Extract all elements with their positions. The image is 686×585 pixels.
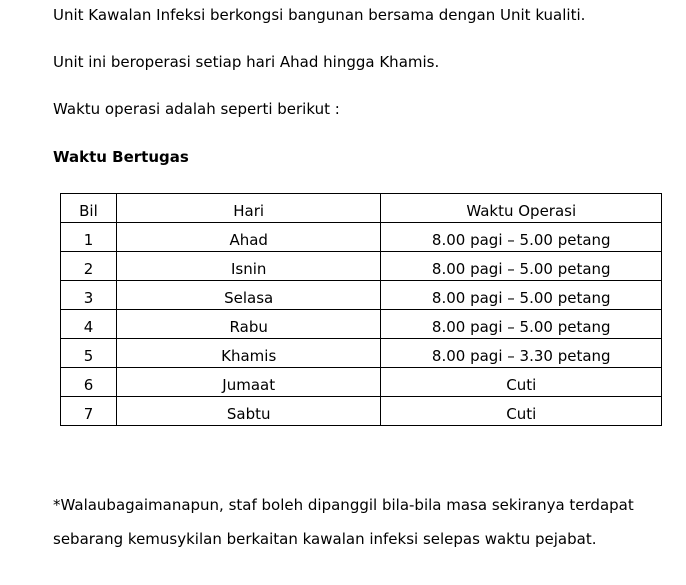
cell-waktu: 8.00 pagi – 5.00 petang: [381, 223, 662, 252]
cell-waktu: 8.00 pagi – 5.00 petang: [381, 252, 662, 281]
cell-hari: Khamis: [116, 339, 381, 368]
paragraph-operating-hours-intro: Waktu operasi adalah seperti berikut :: [53, 100, 340, 118]
note-line-2: sebarang kemusykilan berkaitan kawalan infeksi selepas waktu pejabat.: [53, 530, 597, 548]
cell-bil: 7: [61, 397, 117, 426]
table-row: [61, 310, 662, 339]
cell-bil: 4: [61, 310, 117, 339]
table-row: [61, 252, 662, 281]
paragraph-shared-building: Unit Kawalan Infeksi berkongsi bangunan bersama dengan Unit kualiti.: [53, 6, 586, 24]
note-line-1: *Walaubagaimanapun, staf boleh dipanggil bila-bila masa sekiranya terdapat: [53, 496, 634, 514]
table-header-row: [61, 194, 662, 223]
cell-hari: Ahad: [116, 223, 381, 252]
cell-bil: 3: [61, 281, 117, 310]
table-row: [61, 223, 662, 252]
column-header-waktu-operasi: Waktu Operasi: [381, 194, 662, 223]
table-row: [61, 281, 662, 310]
table-row: [61, 397, 662, 426]
column-header-hari: Hari: [116, 194, 381, 223]
cell-waktu: Cuti: [381, 397, 662, 426]
cell-waktu: 8.00 pagi – 5.00 petang: [381, 310, 662, 339]
paragraph-operating-days: Unit ini beroperasi setiap hari Ahad hingga Khamis.: [53, 53, 440, 71]
section-heading: Waktu Bertugas: [53, 148, 189, 166]
cell-hari: Jumaat: [116, 368, 381, 397]
cell-hari: Sabtu: [116, 397, 381, 426]
cell-bil: 2: [61, 252, 117, 281]
cell-bil: 1: [61, 223, 117, 252]
schedule-table: [60, 193, 662, 426]
cell-bil: 5: [61, 339, 117, 368]
cell-hari: Rabu: [116, 310, 381, 339]
cell-waktu: 8.00 pagi – 5.00 petang: [381, 281, 662, 310]
table-row: [61, 339, 662, 368]
cell-bil: 6: [61, 368, 117, 397]
cell-waktu: Cuti: [381, 368, 662, 397]
column-header-bil: Bil: [61, 194, 117, 223]
cell-hari: Isnin: [116, 252, 381, 281]
cell-hari: Selasa: [116, 281, 381, 310]
table-row: [61, 368, 662, 397]
cell-waktu: 8.00 pagi – 3.30 petang: [381, 339, 662, 368]
